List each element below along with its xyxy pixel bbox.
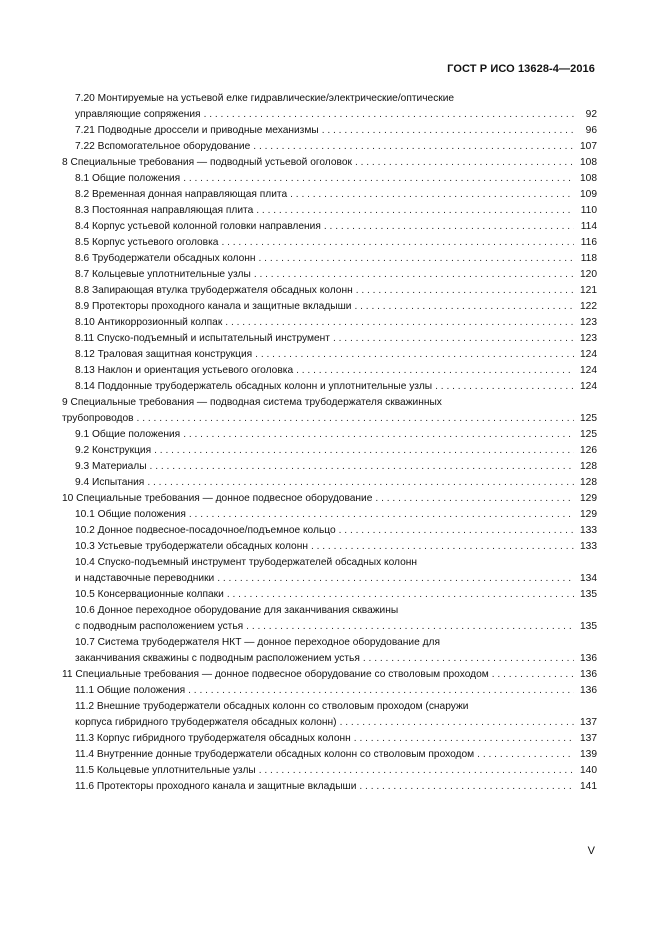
- dot-leader: [492, 667, 574, 683]
- toc-entry-line: [62, 443, 597, 459]
- toc-page-number: 136: [580, 653, 597, 664]
- toc-page-number: 140: [580, 765, 597, 776]
- toc-entry-title: 10 Специальные требования — донное подвесное оборудование: [62, 493, 373, 504]
- toc-entry-title: 8.13 Наклон и ориентация устьевого оголовка: [75, 365, 294, 376]
- dot-leader: [137, 411, 574, 427]
- toc-entry-line: [62, 203, 597, 219]
- toc-entry-line: [62, 475, 597, 491]
- toc-page-number: 133: [580, 541, 597, 552]
- toc-entry-title: 8 Специальные требования — подводный устьевой оголовок: [62, 157, 352, 168]
- toc-page-number: 108: [580, 157, 597, 168]
- toc-entry-title: 9 Специальные требования — подводная система трубодержателя скважинных: [62, 397, 442, 408]
- toc-entry-line: [62, 651, 597, 667]
- toc-entry-line: [62, 539, 597, 555]
- toc-page-number: 129: [580, 509, 597, 520]
- toc-page-number: 114: [580, 221, 597, 232]
- toc-entry-title: 8.5 Корпус устьевого оголовка: [75, 237, 219, 248]
- dot-leader: [147, 475, 574, 491]
- toc-entry-title: с подводным расположением устья: [75, 621, 244, 632]
- toc-page-number: 128: [580, 461, 597, 472]
- toc-page-number: 125: [580, 413, 597, 424]
- toc-entry-title: 8.14 Поддонные трубодержатель обсадных колонн и уплотнительные узлы: [75, 381, 433, 392]
- dot-leader: [221, 235, 574, 251]
- toc-page-number: 135: [580, 621, 597, 632]
- toc-entry-line: [62, 91, 597, 107]
- toc-entry-line: [62, 763, 597, 779]
- dot-leader: [259, 763, 574, 779]
- toc-entry-title: 7.22 Вспомогательное оборудование: [75, 141, 251, 152]
- toc-entry-line: [62, 267, 597, 283]
- toc-entry-title: трубопроводов: [62, 413, 134, 424]
- toc-entry-line: [62, 123, 597, 139]
- dot-leader: [296, 363, 574, 379]
- toc-entry-title: 8.4 Корпус устьевой колонной головки направления: [75, 221, 321, 232]
- toc-entry-line: [62, 427, 597, 443]
- toc-page-number: 126: [580, 445, 597, 456]
- dot-leader: [253, 139, 574, 155]
- toc-entry-title: 11.3 Корпус гибридного трубодержателя обсадных колонн: [75, 733, 351, 744]
- dot-leader: [339, 523, 574, 539]
- toc-entry-title: 8.3 Постоянная направляющая плита: [75, 205, 254, 216]
- toc-page-number: 124: [580, 365, 597, 376]
- toc-entry-title: 11.6 Протекторы проходного канала и защитные вкладыши: [75, 781, 357, 792]
- toc-page-number: 124: [580, 349, 597, 360]
- toc-entry-title: 8.10 Антикоррозионный колпак: [75, 317, 223, 328]
- toc-entry-line: [62, 155, 597, 171]
- dot-leader: [375, 491, 574, 507]
- toc-entry-title: 10.7 Система трубодержателя НКТ — донное переходное оборудование для: [75, 637, 441, 648]
- dot-leader: [254, 267, 574, 283]
- toc-entry-title: 8.11 Спуско-подъемный и испытательный инструмент: [75, 333, 330, 344]
- dot-leader: [324, 219, 574, 235]
- dot-leader: [225, 315, 574, 331]
- toc-entry-title: 10.6 Донное переходное оборудование для заканчивания скважины: [75, 605, 399, 616]
- toc-page-number: 135: [580, 589, 597, 600]
- toc-page-number: 123: [580, 317, 597, 328]
- toc-entry-title: 8.12 Траловая защитная конструкция: [75, 349, 253, 360]
- dot-leader: [183, 171, 574, 187]
- page-number: V: [587, 845, 595, 857]
- toc-entry-title: корпуса гибридного трубодержателя обсадных колонн): [75, 717, 337, 728]
- dot-leader: [217, 571, 574, 587]
- toc-entry-line: [62, 523, 597, 539]
- toc-entry-line: [62, 667, 597, 683]
- toc-page-number: 96: [585, 125, 597, 136]
- toc-entry-title: 8.8 Запирающая втулка трубодержателя обсадных колонн: [75, 285, 353, 296]
- toc-entry-line: [62, 331, 597, 347]
- toc-page-number: 122: [580, 301, 597, 312]
- toc-page-number: 108: [580, 173, 597, 184]
- dot-leader: [188, 683, 574, 699]
- dot-leader: [435, 379, 574, 395]
- dot-leader: [290, 187, 574, 203]
- toc-entry-line: [62, 715, 597, 731]
- dot-leader: [363, 651, 574, 667]
- toc-entry-line: [62, 619, 597, 635]
- dot-leader: [154, 443, 574, 459]
- toc-entry-title: 7.21 Подводные дроссели и приводные механизмы: [75, 125, 319, 136]
- table-of-contents: [62, 91, 597, 795]
- toc-entry-line: [62, 107, 597, 123]
- dot-leader: [356, 283, 574, 299]
- toc-entry-line: [62, 555, 597, 571]
- toc-entry-title: 11.1 Общие положения: [75, 685, 186, 696]
- toc-entry-title: 11 Специальные требования — донное подвесное оборудование со стволовым проходом: [62, 669, 489, 680]
- toc-entry-line: [62, 571, 597, 587]
- toc-entry-title: 9.1 Общие положения: [75, 429, 181, 440]
- toc-page-number: 107: [580, 141, 597, 152]
- toc-page-number: 136: [580, 669, 597, 680]
- toc-entry-line: [62, 347, 597, 363]
- toc-entry-title: 10.3 Устьевые трубодержатели обсадных колонн: [75, 541, 308, 552]
- toc-entry-line: [62, 603, 597, 619]
- toc-entry-line: [62, 251, 597, 267]
- dot-leader: [354, 299, 574, 315]
- toc-entry-line: [62, 315, 597, 331]
- toc-entry-title: и надставочные переводники: [75, 573, 215, 584]
- toc-entry-title: заканчивания скважины с подводным расположением устья: [75, 653, 360, 664]
- toc-entry-title: 8.7 Кольцевые уплотнительные узлы: [75, 269, 251, 280]
- toc-page-number: 129: [580, 493, 597, 504]
- toc-entry-line: [62, 283, 597, 299]
- toc-entry-line: [62, 219, 597, 235]
- dot-leader: [255, 347, 574, 363]
- toc-page-number: 141: [580, 781, 597, 792]
- dot-leader: [183, 427, 574, 443]
- toc-entry-title: 8.1 Общие положения: [75, 173, 181, 184]
- toc-entry-title: 8.9 Протекторы проходного канала и защитные вкладыши: [75, 301, 352, 312]
- toc-entry-title: 8.2 Временная донная направляющая плита: [75, 189, 288, 200]
- dot-leader: [189, 507, 574, 523]
- toc-page-number: 137: [580, 733, 597, 744]
- toc-entry-line: [62, 363, 597, 379]
- toc-entry-line: [62, 379, 597, 395]
- toc-entry-line: [62, 459, 597, 475]
- toc-entry-line: [62, 507, 597, 523]
- toc-entry-title: 10.4 Спуско-подъемный инструмент трубодержателей обсадных колонн: [75, 557, 418, 568]
- toc-entry-line: [62, 699, 597, 715]
- toc-entry-line: [62, 299, 597, 315]
- toc-entry-title: 10.1 Общие положения: [75, 509, 186, 520]
- toc-page-number: 109: [580, 189, 597, 200]
- dot-leader: [259, 251, 574, 267]
- toc-page-number: 125: [580, 429, 597, 440]
- dot-leader: [256, 203, 574, 219]
- toc-entry-title: 9.3 Материалы: [75, 461, 147, 472]
- toc-page-number: 136: [580, 685, 597, 696]
- toc-entry-line: [62, 747, 597, 763]
- dot-leader: [359, 779, 574, 795]
- toc-entry-line: [62, 235, 597, 251]
- dot-leader: [204, 107, 574, 123]
- toc-entry-line: [62, 395, 597, 411]
- toc-entry-title: 10.5 Консервационные колпаки: [75, 589, 224, 600]
- toc-entry-line: [62, 187, 597, 203]
- toc-page-number: 110: [580, 205, 597, 216]
- dot-leader: [333, 331, 574, 347]
- dot-leader: [150, 459, 574, 475]
- dot-leader: [354, 731, 574, 747]
- toc-entry-line: [62, 139, 597, 155]
- toc-entry-title: 11.5 Кольцевые уплотнительные узлы: [75, 765, 256, 776]
- toc-page-number: 133: [580, 525, 597, 536]
- toc-entry-line: [62, 587, 597, 603]
- toc-page-number: 116: [580, 237, 597, 248]
- toc-entry-line: [62, 779, 597, 795]
- toc-page-number: 120: [580, 269, 597, 280]
- toc-page-number: 134: [580, 573, 597, 584]
- toc-entry-line: [62, 635, 597, 651]
- toc-entry-title: 8.6 Трубодержатели обсадных колонн: [75, 253, 256, 264]
- toc-page-number: 124: [580, 381, 597, 392]
- toc-entry-line: [62, 171, 597, 187]
- toc-entry-title: 9.2 Конструкция: [75, 445, 152, 456]
- toc-entry-title: 11.2 Внешние трубодержатели обсадных колонн со стволовым проходом (снаружи: [75, 701, 469, 712]
- dot-leader: [355, 155, 574, 171]
- dot-leader: [477, 747, 574, 763]
- dot-leader: [322, 123, 574, 139]
- toc-page-number: 92: [585, 109, 597, 120]
- toc-entry-title: 11.4 Внутренние донные трубодержатели обсадных колонн со стволовым проходом: [75, 749, 475, 760]
- toc-entry-line: [62, 731, 597, 747]
- toc-entry-title: 7.20 Монтируемые на устьевой елке гидравлические/электрические/оптические: [75, 93, 455, 104]
- document-header: ГОСТ Р ИСО 13628-4—2016: [447, 63, 595, 75]
- toc-page-number: 123: [580, 333, 597, 344]
- toc-entry-title: 9.4 Испытания: [75, 477, 145, 488]
- toc-page-number: 137: [580, 717, 597, 728]
- toc-page-number: 139: [580, 749, 597, 760]
- toc-entry-title: 10.2 Донное подвесное-посадочное/подъемное кольцо: [75, 525, 336, 536]
- dot-leader: [246, 619, 574, 635]
- toc-entry-line: [62, 683, 597, 699]
- dot-leader: [340, 715, 574, 731]
- toc-page-number: 128: [580, 477, 597, 488]
- toc-page-number: 118: [580, 253, 597, 264]
- dot-leader: [227, 587, 574, 603]
- dot-leader: [311, 539, 574, 555]
- toc-page-number: 121: [580, 285, 597, 296]
- toc-entry-line: [62, 411, 597, 427]
- toc-entry-title: управляющие сопряжения: [75, 109, 201, 120]
- toc-entry-line: [62, 491, 597, 507]
